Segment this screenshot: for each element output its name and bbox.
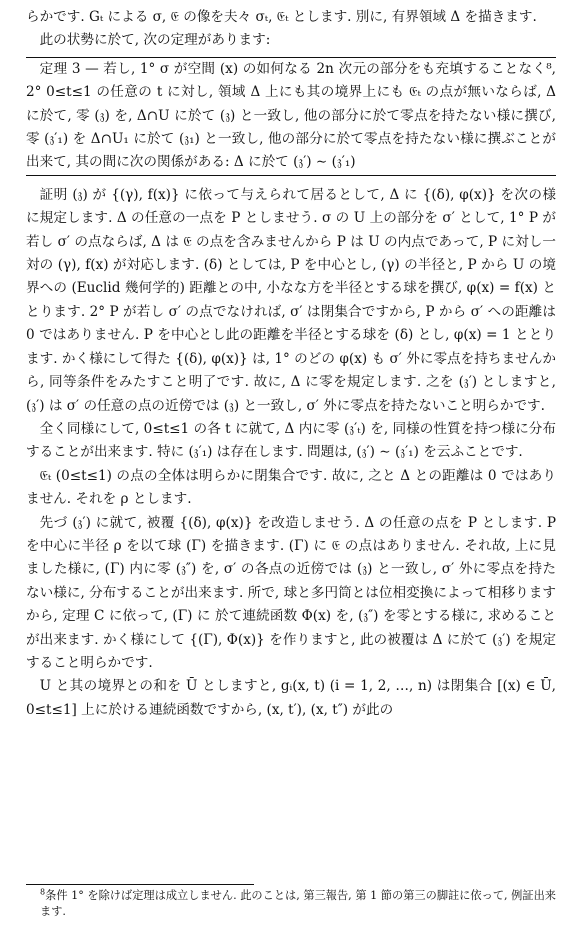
- paragraph-covering: 先づ (𝔷′) に就て, 被覆 {(δ), φ(x)} を改造しませう. Δ の任意の点を P とします. P を中心に半径 ρ を以て球 (Γ) を描きます. (Γ) に 𝔈 の点はありません. それ故, 上に見ました様に, (Γ) 内に零 (𝔷″) を, σ′ の各点の近傍では (𝔷) と一致し, σ′ 外に零点を持たない様に, 分布することが出来ます. 所で, 球と多円筒とは位相変換によって相移りますから, 定理 C に依って, (Γ) に 於て連続函数 Φ(x) を, (𝔷″) を零とする様に, 求めることが出来ます. かく様にして {(Γ), Φ(x)} を作りますと, 此の被覆は Δ に於て (𝔷′) を規定すること明らかです.: [26, 514, 556, 671]
- paragraph-closure: U と其の境界との和を Ū としますと, gᵢ(x, t) (i = 1, 2, …, n) は閉集合 [(x) ∈ Ū, 0≤t≤1] 上に於ける連続函数ですから, (x, t′), (x, t″) が此の: [26, 678, 556, 718]
- proof-paragraph: 証明 (𝔷) が {(γ), f(x)} に依って与えられて居るとして, Δ に {(δ), φ(x)} を次の様に規定します. Δ の任意の一点を P としませう. σ の U 上の部分を σ′ として, 1° P が若し σ′ の点ならば, Δ は 𝔈 の点を含みませんから P は U の内点であって, P に対し一対の (γ), f(x) が対応します. (δ) としては, P を中心とし, (γ) の半径と, P から U の境界への (Euclid 幾何学的) 距離との中, 小なな方を半径とする球を撰び, φ(x) = f(x) ととります. 2° P が若し σ′ の点でなければ, σ′ は閉集合ですから, P から σ′ への距離は 0 ではありません. P を中心とし此の距離を半径とする球を (δ) とし, φ(x) = 1 ととります. かく様にして得た {(δ), φ(x)} は, 1° のどの φ(x) も σ′ 外に零点を持ちませんから, 同等条件をみたすこと明了です. 故に, Δ に零を規定します. 之を (𝔷′) としますと, (𝔷′) は σ′ の任意の点の近傍では (𝔷) と一致し, σ′ 外に零点を持たないこと明らかです.: [26, 186, 556, 414]
- theorem-3-box: [26, 57, 556, 176]
- footnote-divider: [26, 884, 254, 885]
- theorem-3-text: 定理 3 — 若し, 1° σ が空間 (x) の如何なる 2n 次元の部分をも充填することなく⁸, 2° 0≤t≤1 の任意の t に対し, 領域 Δ 上にも其の境界上にも 𝔈ₜ の点が無いならば, Δ に於て, 零 (𝔷) を, Δ∩U に於て (𝔷) と一致し, 他の部分に於て零点を持たない様に撰び, 零 (𝔷′₁) を Δ∩U₁ に於て (𝔷₁) と一致し, 他の部分に於て零点を持たない様に撰ぶことが出来て, 其の間に次の関係がある: Δ に於て (𝔷′) ∼ (𝔷′₁): [26, 60, 556, 171]
- paragraph-intro: 此の状勢に於て, 次の定理があります:: [39, 32, 271, 49]
- main-text: [26, 6, 556, 722]
- paragraph-continuation: らかです. Gₜ による σ, 𝔈 の像を夫々 σₜ, 𝔈ₜ とします. 別に, 有界領域 Δ を描きます.: [26, 9, 537, 25]
- footnote-text: 条件 1° を除けば定理は成立しません. 此のことは, 第三報告, 第 1 節の第三の脚註に依って, 例証出来ます.: [40, 889, 556, 918]
- footnote-marker: 8: [40, 887, 46, 897]
- paragraph-similarly: 全く同様にして, 0≤t≤1 の各 t に就て, Δ 内に零 (𝔷′ₜ) を, 同様の性質を持つ様に分布することが出来ます. 特に (𝔷′₁) は存在します. 問題は, (𝔷′) ∼ (𝔷′₁) を云ふことです.: [26, 420, 556, 461]
- footnote-8: [40, 888, 556, 920]
- paragraph-closed-set: 𝔈ₜ (0≤t≤1) の点の全体は明らかに閉集合です. 故に, 之と Δ との距離は 0 ではありません. それを ρ とします.: [26, 467, 556, 508]
